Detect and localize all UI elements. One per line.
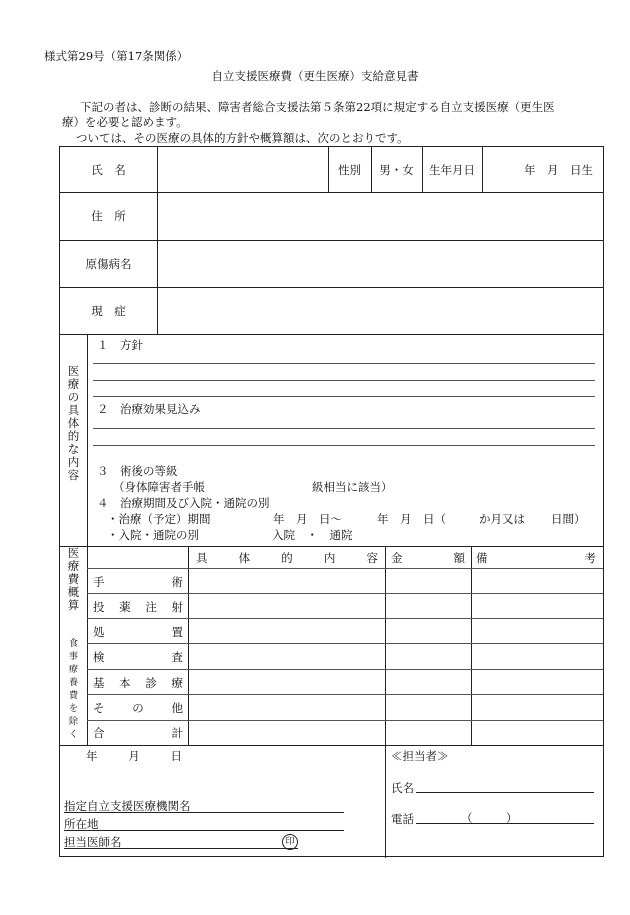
row-char: 療 bbox=[171, 676, 183, 690]
header-char: 体 bbox=[238, 551, 251, 565]
row-char: 術 bbox=[171, 575, 183, 589]
plan-grade-sub-a: （身体障害者手帳 bbox=[113, 480, 205, 494]
intro-line-2: 療）を必要と認めます。 bbox=[62, 115, 188, 129]
header-char: 的 bbox=[281, 551, 293, 565]
plan-item-policy: １ 方針 bbox=[97, 338, 143, 352]
plan-side-char: 的 bbox=[67, 429, 80, 443]
cost-header-content bbox=[196, 550, 378, 566]
row-char: 本 bbox=[119, 676, 131, 690]
birth-label: 生年月日 bbox=[429, 162, 475, 177]
plan-side-char: の bbox=[67, 390, 80, 404]
doctor-line[interactable] bbox=[64, 848, 298, 849]
cost-side-char: 医 bbox=[67, 546, 80, 560]
divider bbox=[87, 643, 603, 644]
plan-period-days[interactable]: 日間） bbox=[551, 512, 586, 526]
cost-note-char: く bbox=[68, 730, 78, 740]
cost-header-notes bbox=[476, 550, 596, 566]
cost-side-char: 費 bbox=[67, 572, 80, 586]
plan-period-label: ・治療（予定）期間 bbox=[107, 512, 211, 526]
cost-row-basic bbox=[93, 675, 183, 691]
row-char: 注 bbox=[145, 600, 157, 614]
divider bbox=[87, 546, 88, 745]
row-char: 合 bbox=[93, 726, 105, 740]
seal-icon bbox=[282, 833, 298, 850]
divider bbox=[87, 568, 603, 569]
form-number: 様式第29号（第17条関係） bbox=[44, 49, 189, 63]
cost-side-char: 算 bbox=[67, 598, 80, 612]
row-char: の bbox=[132, 701, 144, 715]
plan-period-months[interactable]: か月又は bbox=[479, 512, 525, 526]
header-char: 容 bbox=[366, 551, 378, 565]
plan-item-grade: ３ 術後の等級 bbox=[97, 464, 178, 478]
cost-header-amount bbox=[391, 550, 465, 566]
institution-line[interactable] bbox=[64, 812, 344, 813]
row-char: 処 bbox=[93, 625, 105, 639]
divider bbox=[87, 669, 603, 670]
plan-type-options[interactable]: 入院 ・ 通院 bbox=[272, 528, 353, 542]
address-field[interactable] bbox=[158, 192, 603, 240]
cost-note-char: 食 bbox=[68, 639, 78, 649]
footer-date[interactable] bbox=[86, 748, 182, 764]
contact-title: ≪担当者≫ bbox=[391, 749, 449, 763]
phone-paren-open: （ bbox=[461, 811, 473, 825]
date-char: 日 bbox=[170, 749, 182, 763]
symptom-label: 現 症 bbox=[91, 303, 126, 318]
date-char: 月 bbox=[128, 749, 140, 763]
cost-note-char: 費 bbox=[68, 691, 78, 701]
plan-side-char: な bbox=[67, 442, 80, 456]
header-char: 具 bbox=[196, 551, 208, 565]
document-title: 自立支援医療費（更生医療）支給意見書 bbox=[211, 69, 419, 83]
plan-side-char: 療 bbox=[67, 377, 80, 391]
plan-side-char: 医 bbox=[67, 364, 80, 378]
institution-label: 指定自立支援医療機関名 bbox=[64, 799, 191, 813]
row-char: 計 bbox=[171, 726, 183, 740]
row-char: 他 bbox=[171, 701, 183, 715]
intro-line-1: 下記の者は、診断の結果、障害者総合支援法第５条第22項に規定する自立支援医療（更生医 bbox=[80, 100, 555, 114]
location-label: 所在地 bbox=[64, 817, 99, 831]
row-char: 置 bbox=[171, 625, 183, 639]
plan-side-char: 具 bbox=[67, 403, 80, 417]
date-char: 年 bbox=[86, 749, 98, 763]
header-char: 備 bbox=[476, 551, 488, 565]
birth-date-field[interactable]: 年 月 日生 bbox=[524, 162, 593, 177]
disease-field[interactable] bbox=[158, 240, 603, 287]
seal-mark: 印 bbox=[282, 834, 298, 850]
writing-line[interactable] bbox=[93, 380, 595, 381]
row-char: 薬 bbox=[119, 600, 131, 614]
cost-row-examination bbox=[93, 649, 183, 665]
cost-row-medication bbox=[93, 599, 183, 615]
cost-note-char: 除 bbox=[68, 717, 78, 727]
symptom-field[interactable] bbox=[158, 287, 603, 334]
writing-line[interactable] bbox=[93, 363, 595, 364]
row-char: 手 bbox=[93, 575, 105, 589]
header-char: 考 bbox=[584, 551, 596, 565]
cost-note-char: 療 bbox=[68, 665, 78, 675]
header-char: 金 bbox=[391, 551, 403, 565]
divider bbox=[87, 694, 603, 695]
cost-row-surgery bbox=[93, 574, 183, 590]
header-char: 内 bbox=[323, 551, 336, 565]
divider bbox=[60, 546, 603, 547]
row-char: 基 bbox=[93, 676, 105, 690]
cost-row-other bbox=[93, 700, 183, 716]
sex-label: 性別 bbox=[338, 162, 361, 177]
plan-item-effect: ２ 治療効果見込み bbox=[97, 402, 201, 416]
cost-note-char: 養 bbox=[68, 678, 78, 688]
row-char: 検 bbox=[93, 650, 105, 664]
plan-item-period: ４ 治療期間及び入院・通院の別 bbox=[97, 496, 270, 510]
divider bbox=[60, 334, 603, 335]
contact-name-line[interactable] bbox=[416, 792, 594, 793]
row-char: 投 bbox=[93, 600, 105, 614]
row-char: 査 bbox=[171, 650, 183, 664]
divider bbox=[471, 546, 472, 745]
plan-period-start[interactable]: 年 月 日～ bbox=[273, 512, 342, 526]
writing-line[interactable] bbox=[93, 396, 595, 397]
row-char: 射 bbox=[171, 600, 183, 614]
row-char: 診 bbox=[145, 676, 157, 690]
writing-line[interactable] bbox=[93, 428, 595, 429]
writing-line[interactable] bbox=[93, 445, 595, 446]
cost-note-char: を bbox=[68, 704, 78, 714]
name-field[interactable] bbox=[158, 147, 328, 192]
cost-side-char: 概 bbox=[67, 585, 80, 599]
cost-side-label bbox=[60, 547, 87, 612]
divider bbox=[60, 745, 603, 746]
divider bbox=[87, 593, 603, 594]
sex-options[interactable]: 男・女 bbox=[379, 162, 414, 177]
header-char: 額 bbox=[453, 551, 465, 565]
doctor-label: 担当医師名 bbox=[64, 835, 122, 849]
cost-note-char: 事 bbox=[68, 652, 78, 662]
address-label: 住 所 bbox=[91, 209, 126, 223]
plan-grade-sub-b: 級相当に該当） bbox=[312, 480, 393, 494]
cost-row-treatment bbox=[93, 624, 183, 640]
plan-side-char: 容 bbox=[67, 468, 80, 482]
divider bbox=[188, 546, 189, 745]
plan-side-char: 内 bbox=[67, 455, 80, 469]
name-label: 氏 名 bbox=[91, 162, 126, 177]
plan-period-end[interactable]: 年 月 日（ bbox=[377, 512, 446, 526]
divider bbox=[87, 618, 603, 619]
plan-type-label: ・入院・通院の別 bbox=[107, 528, 199, 542]
row-char: そ bbox=[93, 701, 105, 715]
divider bbox=[87, 334, 88, 546]
contact-phone-label: 電話 bbox=[391, 812, 414, 826]
contact-name-label: 氏名 bbox=[391, 781, 414, 795]
cost-row-total bbox=[93, 725, 183, 741]
disease-label: 原傷病名 bbox=[85, 256, 132, 271]
form-frame bbox=[59, 146, 604, 857]
plan-side-label bbox=[60, 365, 87, 482]
cost-side-char: 療 bbox=[67, 559, 80, 573]
plan-side-char: 体 bbox=[67, 416, 80, 430]
phone-paren-close: ） bbox=[506, 811, 518, 825]
cost-side-note bbox=[60, 638, 87, 742]
divider bbox=[87, 720, 603, 721]
intro-line-3: ついては、その医療の具体的方針や概算額は、次のとおりです。 bbox=[76, 131, 409, 145]
contact-phone-line[interactable] bbox=[416, 823, 594, 824]
location-line[interactable] bbox=[64, 830, 344, 831]
